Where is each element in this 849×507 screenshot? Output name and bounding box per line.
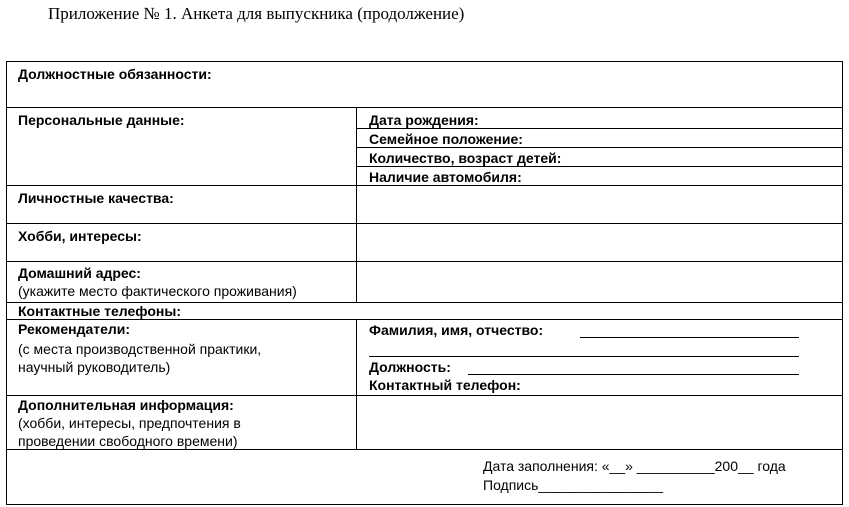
car-label: Наличие автомобиля:	[369, 169, 522, 185]
row-divider	[7, 261, 842, 262]
referee-position-blank	[468, 374, 799, 375]
referee-phone-label: Контактный телефон:	[369, 377, 521, 393]
graduate-questionnaire-form	[6, 61, 843, 505]
signature: Подпись________________	[483, 477, 663, 493]
row-divider	[7, 107, 842, 108]
children-label: Количество, возраст детей:	[369, 150, 562, 166]
personal-qualities-label: Личностные качества:	[18, 190, 174, 206]
column-divider	[356, 107, 357, 303]
referee-name-blank	[580, 337, 799, 338]
page-caption: Приложение № 1. Анкета для выпускника (продолжение)	[48, 4, 465, 23]
duties-label: Должностные обязанности:	[18, 66, 212, 82]
referee-name-label: Фамилия, имя, отчество:	[369, 322, 544, 338]
column-divider	[356, 319, 357, 449]
additional-info-label: Дополнительная информация:	[18, 397, 234, 413]
additional-info-note-line2: проведении свободного времени)	[18, 433, 238, 449]
home-address-note: (укажите место фактического проживания)	[18, 283, 297, 299]
referees-label: Рекомендатели:	[18, 321, 131, 337]
referees-note-line1: (с места производственной практики,	[18, 341, 262, 357]
referee-position-label: Должность:	[369, 359, 451, 375]
home-address-label: Домашний адрес:	[18, 265, 141, 281]
referees-note-line2: научный руководитель)	[18, 359, 171, 375]
row-divider	[7, 223, 842, 224]
marital-status-label: Семейное положение:	[369, 131, 523, 147]
contact-phones-label: Контактные телефоны:	[18, 303, 181, 319]
referee-name-blank-2	[369, 356, 799, 357]
fill-date: Дата заполнения: «__» __________200__ года	[483, 458, 786, 474]
birth-date-label: Дата рождения:	[369, 112, 479, 128]
hobbies-label: Хобби, интересы:	[18, 228, 142, 244]
additional-info-note-line1: (хобби, интересы, предпочтения в	[18, 415, 241, 431]
personal-data-label: Персональные данные:	[18, 112, 185, 128]
